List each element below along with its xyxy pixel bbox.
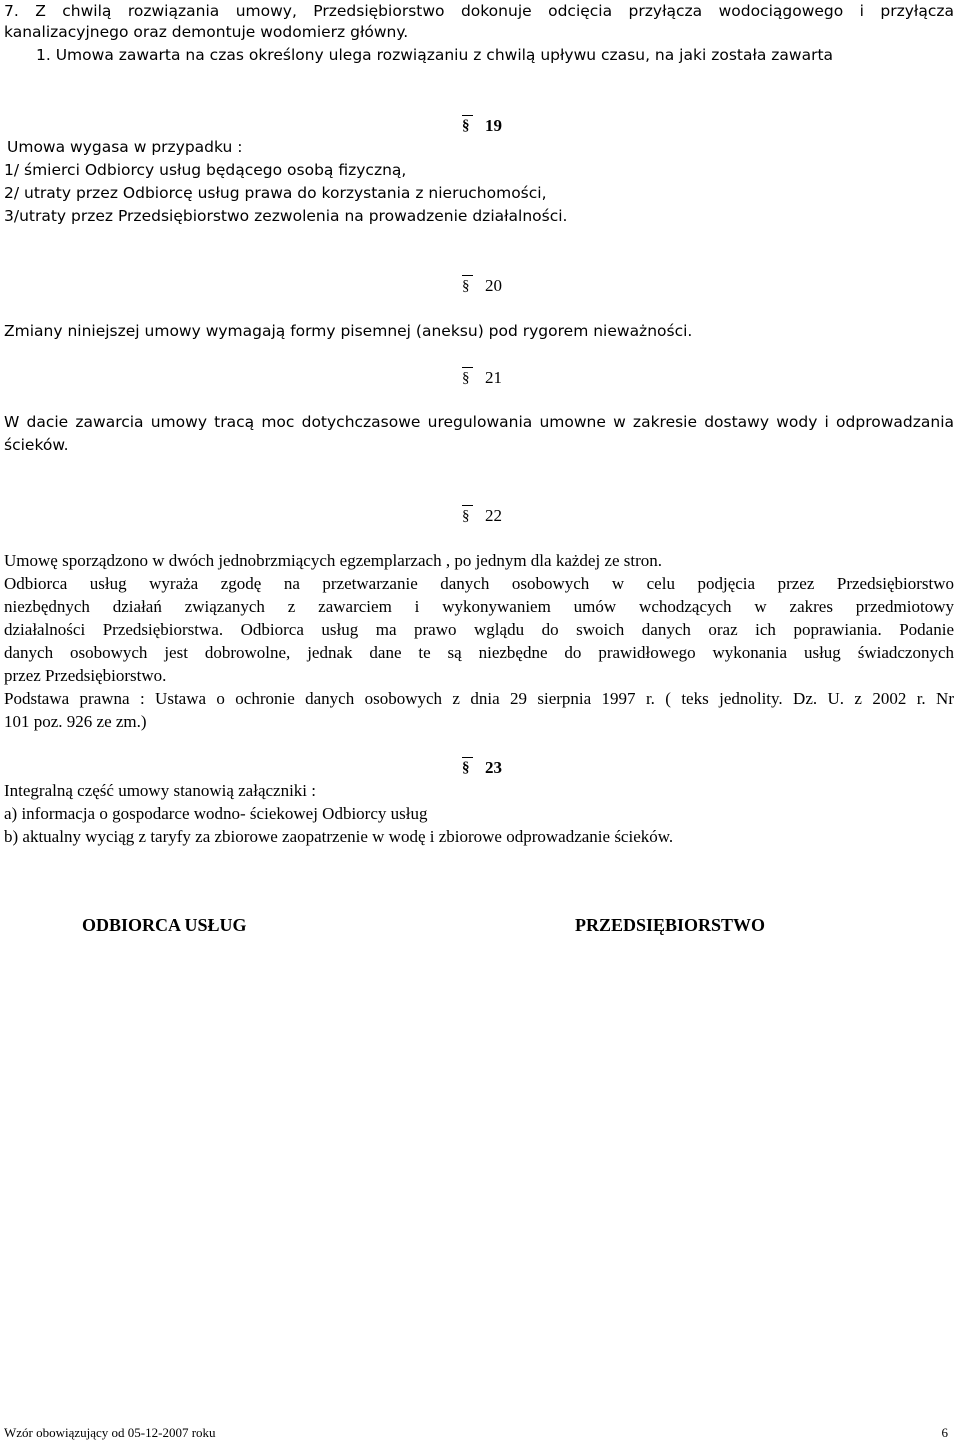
section-23-line-1: Integralną część umowy stanowią załączniki : [4,781,317,800]
section-23-line-3: b) aktualny wyciąg z taryfy za zbiorowe zaopatrzenie w wodę i zbiorowe odprowadzanie ścieków. [4,827,674,846]
footer-note: Wzór obowiązujący od 05-12-2007 roku [4,1425,216,1440]
section-19-heading [462,115,502,137]
section-21-line-2: ścieków. [4,436,69,454]
section-23-number: 23 [485,758,502,777]
paragraph-sign-icon [462,279,473,291]
item-7-line-2: kanalizacyjnego oraz demontuje wodomierz główny. [4,23,409,41]
item-7-line-1: 7. Z chwilą rozwiązania umowy, Przedsiębiorstwo dokonuje odcięcia przyłącza wodociągowego i przyłącza [4,2,954,20]
signature-label-company: PRZEDSIĘBIORSTWO [575,915,766,935]
signature-label-recipient: ODBIORCA USŁUG [82,915,247,935]
section-22-heading [462,505,502,527]
section-22-number: 22 [485,506,502,525]
page-number: 6 [941,1425,948,1440]
section-23-heading [462,757,502,779]
section-19-line-1: Umowa wygasa w przypadku : [7,138,243,156]
section-22-line-7: Podstawa prawna : Ustawa o ochronie danych osobowych z dnia 29 sierpnia 1997 r. ( teks jednolity. Dz. U. z 2002 r. Nr [4,689,954,708]
section-20-text: Zmiany niniejszej umowy wymagają formy pisemnej (aneksu) pod rygorem nieważności. [4,322,693,340]
paragraph-sign-icon [462,371,473,383]
section-19-line-4: 3/utraty przez Przedsiębiorstwo zezwolenia na prowadzenie działalności. [4,207,568,225]
section-21-heading [462,367,502,389]
section-22-line-2: Odbiorca usług wyraża zgodę na przetwarzanie danych osobowych w celu podjęcia przez Przedsiębiorstwo [4,574,954,593]
section-19-line-2: 1/ śmierci Odbiorcy usług będącego osobą fizyczną, [4,161,407,179]
paragraph-sign-icon [462,509,473,521]
section-22-line-3: niezbędnych działań związanych z zawarciem i wykonywaniem umów wchodzących w zakres przedmiotowy [4,597,954,616]
paragraph-sign-icon [462,761,473,773]
section-21-number: 21 [485,368,502,387]
section-22-line-1: Umowę sporządzono w dwóch jednobrzmiących egzemplarzach , po jednym dla każdej ze stron. [4,551,663,570]
paragraph-sign-icon [462,119,473,131]
section-22-line-8: 101 poz. 926 ze zm.) [4,712,147,731]
item-1: 1. Umowa zawarta na czas określony ulega rozwiązaniu z chwilą upływu czasu, na jaki została zawarta [36,46,834,64]
section-23-line-2: a) informacja o gospodarce wodno- ściekowej Odbiorcy usług [4,804,428,823]
section-19-number: 19 [485,116,502,135]
section-22-line-6: przez Przedsiębiorstwo. [4,666,167,685]
section-21-line-1: W dacie zawarcia umowy tracą moc dotychczasowe uregulowania umowne w zakresie dostawy wody i odprowadzania [4,413,954,431]
section-19-line-3: 2/ utraty przez Odbiorcę usług prawa do korzystania z nieruchomości, [4,184,547,202]
section-20-heading [462,275,502,297]
section-22-line-5: danych osobowych jest dobrowolne, jednak dane te są niezbędne do prawidłowego wykonania usług świadczonych [4,643,954,662]
section-20-number: 20 [485,276,502,295]
section-22-line-4: działalności Przedsiębiorstwa. Odbiorca usług ma prawo wglądu do swoich danych oraz ich poprawiania. Podanie [4,620,954,639]
